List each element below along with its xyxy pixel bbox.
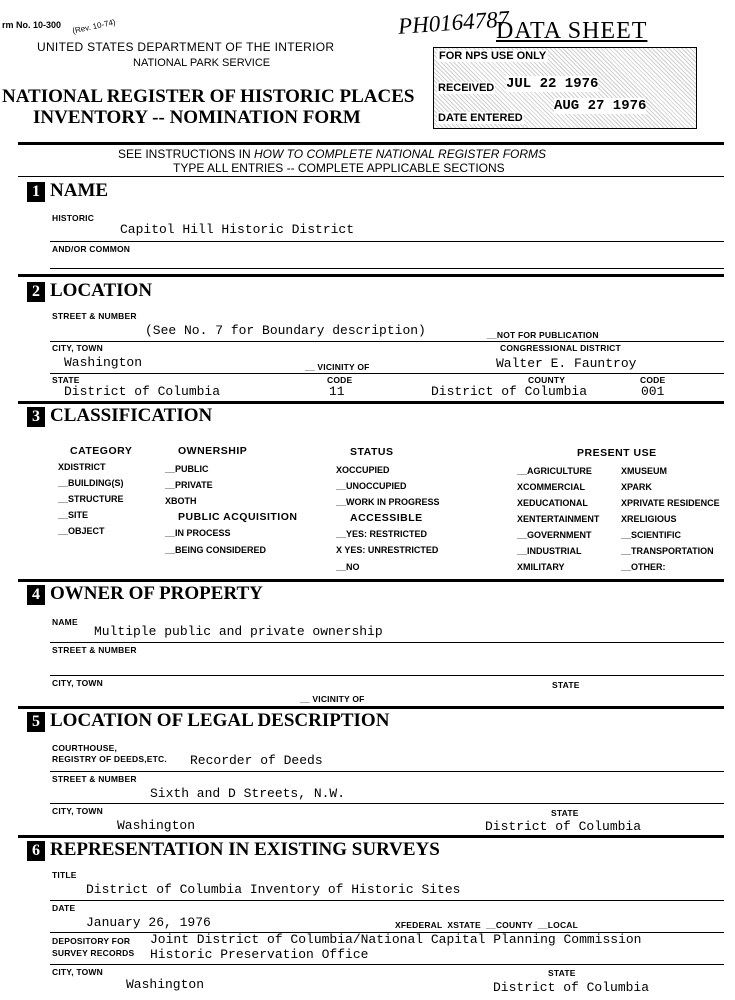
owner-vicinity-label: __ VICINITY OF bbox=[300, 694, 365, 704]
not-for-publication: __NOT FOR PUBLICATION bbox=[487, 330, 599, 340]
congressional-district-label: CONGRESSIONAL DISTRICT bbox=[500, 343, 621, 353]
section-rule bbox=[18, 401, 724, 404]
section-4-number: 4 bbox=[27, 585, 45, 605]
common-name-label: AND/OR COMMON bbox=[52, 244, 131, 254]
category-heading: CATEGORY bbox=[70, 445, 133, 457]
public-acquisition-heading: PUBLIC ACQUISITION bbox=[178, 511, 298, 523]
use-transportation: __TRANSPORTATION bbox=[621, 546, 714, 556]
section-5-title: LOCATION OF LEGAL DESCRIPTION bbox=[50, 710, 390, 731]
owner-name-value: Multiple public and private ownership bbox=[94, 624, 383, 639]
accessible-unrestricted: X YES: UNRESTRICTED bbox=[336, 545, 439, 555]
date-entered-label: DATE ENTERED bbox=[438, 112, 523, 124]
legal-street-value: Sixth and D Streets, N.W. bbox=[150, 786, 346, 801]
rule bbox=[50, 675, 724, 676]
depository-value-line2: Historic Preservation Office bbox=[150, 947, 369, 962]
handwritten-id: PH0164787 bbox=[397, 6, 510, 39]
use-park: XPARK bbox=[621, 482, 652, 492]
section-3-title: CLASSIFICATION bbox=[50, 405, 213, 426]
rule bbox=[50, 900, 724, 901]
use-agriculture: __AGRICULTURE bbox=[517, 466, 592, 476]
entered-date: AUG 27 1976 bbox=[554, 98, 647, 114]
rule bbox=[50, 771, 724, 772]
courthouse-value: Recorder of Deeds bbox=[190, 753, 323, 768]
survey-levels: XFEDERAL XSTATE __COUNTY __LOCAL bbox=[395, 920, 579, 930]
registry-label: REGISTRY OF DEEDS,ETC. bbox=[52, 754, 167, 764]
survey-city-value: Washington bbox=[126, 977, 205, 992]
section-5-number: 5 bbox=[27, 712, 45, 732]
county-label: COUNTY bbox=[528, 375, 566, 385]
use-government: __GOVERNMENT bbox=[517, 530, 592, 540]
owner-name-label: NAME bbox=[52, 617, 78, 627]
acquisition-being-considered: __BEING CONSIDERED bbox=[165, 545, 267, 555]
instructions-line2: TYPE ALL ENTRIES -- COMPLETE APPLICABLE SECTIONS bbox=[173, 161, 505, 175]
use-private-residence: XPRIVATE RESIDENCE bbox=[621, 498, 720, 508]
instructions-prefix: SEE INSTRUCTIONS IN bbox=[118, 147, 255, 161]
county-code-label: CODE bbox=[640, 375, 666, 385]
owner-city-label: CITY, TOWN bbox=[52, 678, 103, 688]
received-label: RECEIVED bbox=[438, 82, 495, 94]
legal-street-label: STREET & NUMBER bbox=[52, 774, 137, 784]
section-2-title: LOCATION bbox=[50, 280, 153, 301]
instructions-rule bbox=[18, 176, 724, 177]
congressional-district-value: Walter E. Fauntroy bbox=[496, 356, 637, 371]
accessible-no: __NO bbox=[336, 562, 360, 572]
received-date: JUL 22 1976 bbox=[506, 76, 599, 92]
status-occupied: XOCCUPIED bbox=[336, 465, 390, 475]
nps-use-box bbox=[433, 47, 697, 129]
instructions-line1 bbox=[118, 147, 546, 161]
city-value: Washington bbox=[64, 355, 143, 370]
owner-street-label: STREET & NUMBER bbox=[52, 645, 137, 655]
state-label: STATE bbox=[52, 375, 80, 385]
rule bbox=[50, 964, 724, 965]
use-religious: XRELIGIOUS bbox=[621, 514, 677, 524]
use-other: __OTHER: bbox=[621, 562, 666, 572]
accessible-restricted: __YES: RESTRICTED bbox=[336, 529, 428, 539]
form-title-line2: INVENTORY -- NOMINATION FORM bbox=[33, 107, 361, 128]
street-value: (See No. 7 for Boundary description) bbox=[145, 323, 426, 338]
use-museum: XMUSEUM bbox=[621, 466, 668, 476]
section-rule bbox=[18, 274, 724, 277]
state-code-value: 11 bbox=[329, 384, 345, 399]
instructions-guide-title: HOW TO COMPLETE NATIONAL REGISTER FORMS bbox=[254, 147, 547, 161]
code-label: CODE bbox=[327, 375, 353, 385]
use-scientific: __SCIENTIFIC bbox=[621, 530, 682, 540]
section-6-number: 6 bbox=[27, 841, 45, 861]
status-work-in-progress: __WORK IN PROGRESS bbox=[336, 497, 440, 507]
survey-state-value: District of Columbia bbox=[493, 980, 650, 995]
section-1-title: NAME bbox=[50, 180, 109, 201]
category-structure: __STRUCTURE bbox=[58, 494, 124, 504]
form-revision: (Rev. 10-74) bbox=[71, 17, 117, 36]
survey-date-value: January 26, 1976 bbox=[86, 915, 211, 930]
ownership-heading: OWNERSHIP bbox=[178, 445, 248, 457]
depository-value-line1: Joint District of Columbia/National Capital Planning Commission bbox=[150, 932, 642, 947]
survey-title-value: District of Columbia Inventory of Historic Sites bbox=[86, 882, 461, 897]
rule bbox=[50, 268, 724, 269]
rule bbox=[50, 803, 724, 804]
state-value: District of Columbia bbox=[64, 384, 221, 399]
category-site: __SITE bbox=[58, 510, 89, 520]
use-entertainment: XENTERTAINMENT bbox=[517, 514, 600, 524]
survey-state-label: STATE bbox=[548, 968, 576, 978]
form-number: rm No. 10-300 bbox=[2, 20, 62, 30]
category-district: XDISTRICT bbox=[58, 462, 106, 472]
legal-city-value: Washington bbox=[117, 818, 196, 833]
section-rule bbox=[18, 579, 724, 582]
status-heading: STATUS bbox=[350, 446, 394, 458]
section-3-number: 3 bbox=[27, 407, 45, 427]
legal-city-label: CITY, TOWN bbox=[52, 806, 103, 816]
category-object: __OBJECT bbox=[58, 526, 105, 536]
section-rule bbox=[18, 706, 724, 709]
depository-label-line2: SURVEY RECORDS bbox=[52, 948, 135, 958]
rule bbox=[50, 341, 724, 342]
use-commercial: XCOMMERCIAL bbox=[517, 482, 585, 492]
owner-state-label: STATE bbox=[552, 680, 580, 690]
status-unoccupied: __UNOCCUPIED bbox=[336, 481, 407, 491]
section-rule bbox=[18, 835, 724, 838]
acquisition-in-process: __IN PROCESS bbox=[165, 528, 231, 538]
city-label: CITY, TOWN bbox=[52, 343, 103, 353]
category-building: __BUILDING(S) bbox=[58, 478, 124, 488]
section-6-title: REPRESENTATION IN EXISTING SURVEYS bbox=[50, 839, 440, 860]
rule bbox=[50, 373, 724, 374]
data-sheet-stamp: DATA SHEET bbox=[496, 18, 648, 44]
county-value: District of Columbia bbox=[431, 384, 588, 399]
present-use-heading: PRESENT USE bbox=[577, 447, 657, 459]
section-2-number: 2 bbox=[27, 282, 45, 302]
depository-label-line1: DEPOSITORY FOR bbox=[52, 936, 131, 946]
survey-city-label: CITY, TOWN bbox=[52, 967, 103, 977]
legal-state-label: STATE bbox=[551, 808, 579, 818]
ownership-private: __PRIVATE bbox=[165, 480, 213, 490]
ownership-public: __PUBLIC bbox=[165, 464, 209, 474]
ownership-both: XBOTH bbox=[165, 496, 197, 506]
form-title-line1: NATIONAL REGISTER OF HISTORIC PLACES bbox=[2, 86, 415, 107]
survey-title-label: TITLE bbox=[52, 870, 77, 880]
vicinity-label: __ VICINITY OF bbox=[305, 362, 370, 372]
header-rule bbox=[18, 142, 724, 145]
use-military: XMILITARY bbox=[517, 562, 565, 572]
courthouse-label: COURTHOUSE, bbox=[52, 743, 118, 753]
survey-date-label: DATE bbox=[52, 903, 76, 913]
department-name: UNITED STATES DEPARTMENT OF THE INTERIOR bbox=[37, 40, 335, 54]
section-4-title: OWNER OF PROPERTY bbox=[50, 583, 263, 604]
use-industrial: __INDUSTRIAL bbox=[517, 546, 582, 556]
service-name: NATIONAL PARK SERVICE bbox=[133, 57, 271, 69]
historic-name-value: Capitol Hill Historic District bbox=[120, 222, 355, 237]
rule bbox=[50, 241, 724, 242]
county-code-value: 001 bbox=[641, 384, 665, 399]
rule bbox=[50, 642, 724, 643]
nps-label: FOR NPS USE ONLY bbox=[439, 50, 547, 62]
use-educational: XEDUCATIONAL bbox=[517, 498, 588, 508]
accessible-heading: ACCESSIBLE bbox=[350, 512, 423, 524]
legal-state-value: District of Columbia bbox=[485, 819, 642, 834]
street-label: STREET & NUMBER bbox=[52, 311, 137, 321]
historic-label: HISTORIC bbox=[52, 213, 95, 223]
section-1-number: 1 bbox=[27, 182, 45, 202]
